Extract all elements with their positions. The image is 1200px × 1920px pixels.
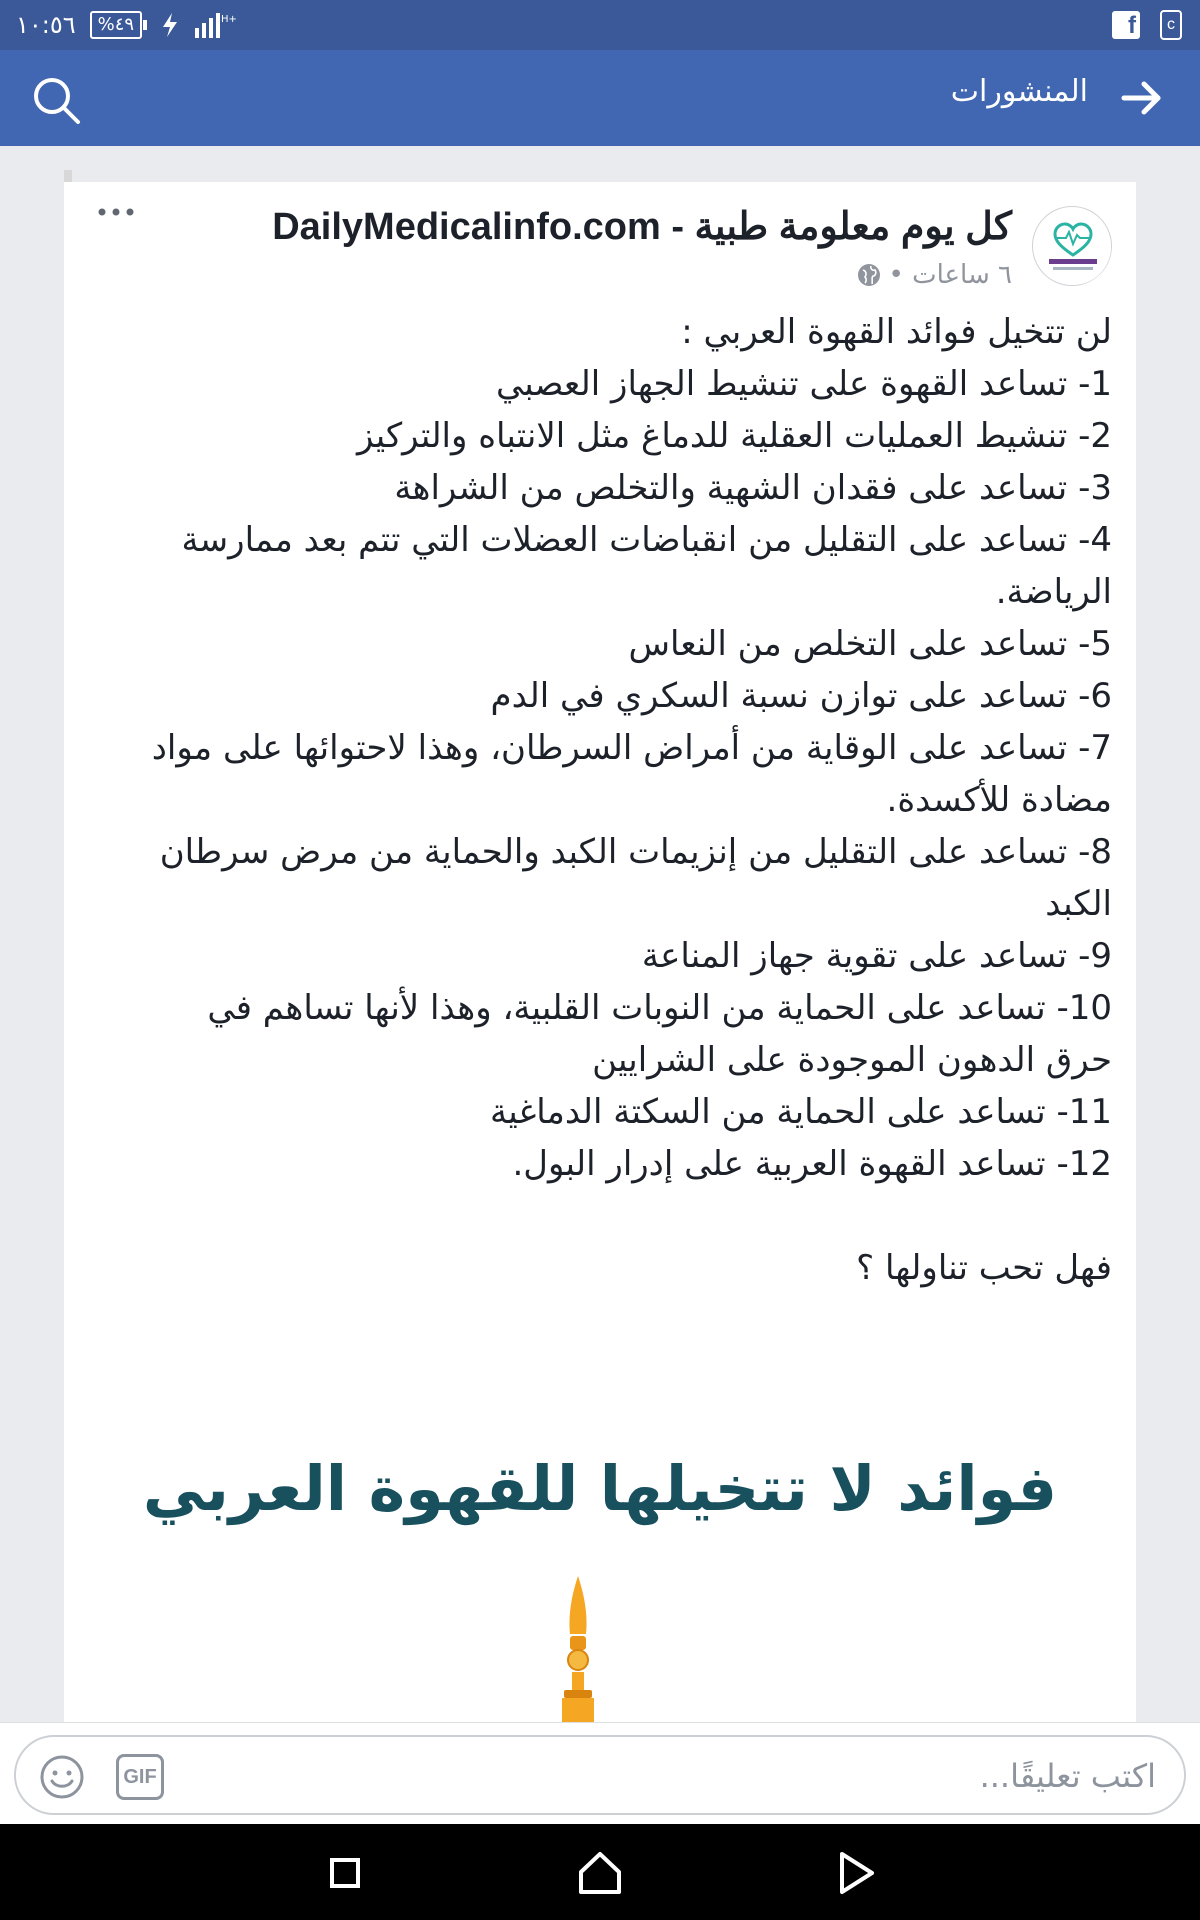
post-line: 5- تساعد على التخلص من النعاس	[628, 624, 1112, 664]
gif-icon[interactable]: GIF	[116, 1754, 164, 1800]
post-time[interactable]: ٦ ساعات •	[888, 260, 1012, 290]
charging-icon	[161, 12, 179, 38]
battery-tip	[143, 20, 147, 30]
post-body	[112, 306, 1112, 1294]
clock: ١٠:٥٦	[16, 11, 76, 39]
emoji-icon[interactable]	[38, 1753, 86, 1801]
status-bar	[0, 0, 1200, 50]
comment-box	[14, 1735, 1186, 1815]
post-line: الكبد	[1045, 884, 1112, 924]
post-line: 2- تنشيط العمليات العقلية للدماغ مثل الانتباه والتركيز	[356, 416, 1112, 456]
globe-icon	[857, 263, 881, 287]
battery-level: %٤٩	[90, 11, 142, 39]
post-line: 10- تساعد على الحماية من النوبات القلبية، وهذا لأنها تساهم في	[207, 988, 1112, 1028]
navigation-bar	[0, 1824, 1200, 1920]
post-line: 6- تساعد على توازن نسبة السكري في الدم	[490, 676, 1112, 716]
post-line: 4- تساعد على التقليل من انقباضات العضلات التي تتم بعد ممارسة	[181, 520, 1112, 560]
clipboard-notification-icon: c	[1160, 10, 1182, 40]
post-line: الرياضة.	[995, 572, 1112, 612]
page-title: المنشورات	[950, 74, 1088, 109]
signal-icon	[193, 10, 238, 40]
post-card	[64, 182, 1136, 1722]
post-line: حرق الدهون الموجودة على الشرايين	[592, 1040, 1112, 1080]
post-line: لن تتخيل فوائد القهوة العربي :	[681, 312, 1112, 352]
post-line: 1- تساعد القهوة على تنشيط الجهاز العصبي	[495, 364, 1112, 404]
facebook-notification-icon: f	[1112, 11, 1140, 39]
post-line: 12- تساعد القهوة العربية على إدرار البول.	[512, 1144, 1112, 1184]
post-question: فهل تحب تناولها ؟	[856, 1248, 1112, 1288]
home-icon[interactable]	[575, 1848, 625, 1898]
app-header	[0, 50, 1200, 146]
coffee-pot-icon	[548, 1574, 608, 1724]
avatar[interactable]	[1032, 206, 1112, 286]
post-line: 7- تساعد على الوقاية من أمراض السرطان، وهذا لاحتوائها على مواد	[151, 728, 1112, 768]
more-dots-icon[interactable]	[96, 202, 136, 222]
battery-icon	[90, 11, 147, 39]
page-name-link[interactable]: كل يوم معلومة طبية - DailyMedicalinfo.com	[272, 206, 1012, 248]
search-icon[interactable]	[28, 72, 84, 128]
comment-bar	[0, 1722, 1200, 1824]
status-right	[1112, 8, 1182, 42]
post-line: 11- تساعد على الحماية من السكتة الدماغية	[490, 1092, 1112, 1132]
triangle-icon[interactable]	[830, 1848, 880, 1898]
post-meta	[857, 260, 1012, 290]
post-line: 3- تساعد على فقدان الشهية والتخلص من الشراهة	[394, 468, 1112, 508]
post-line: مضادة للأكسدة.	[886, 780, 1112, 820]
arrow-right-icon[interactable]	[1120, 78, 1164, 118]
comment-input[interactable]	[256, 1751, 1156, 1801]
page-logo-icon	[1033, 207, 1113, 287]
infographic-title[interactable]: فوائد لا تتخيلها للقهوة العربي	[142, 1452, 1058, 1525]
svg-text:H+: H+	[221, 14, 238, 25]
status-left	[16, 8, 238, 42]
post-line: 8- تساعد على التقليل من إنزيمات الكبد والحماية من مرض سرطان	[159, 832, 1112, 872]
square-icon[interactable]	[320, 1848, 370, 1898]
paragraph-gap	[112, 1190, 1112, 1242]
post-line: 9- تساعد على تقوية جهاز المناعة	[641, 936, 1112, 976]
